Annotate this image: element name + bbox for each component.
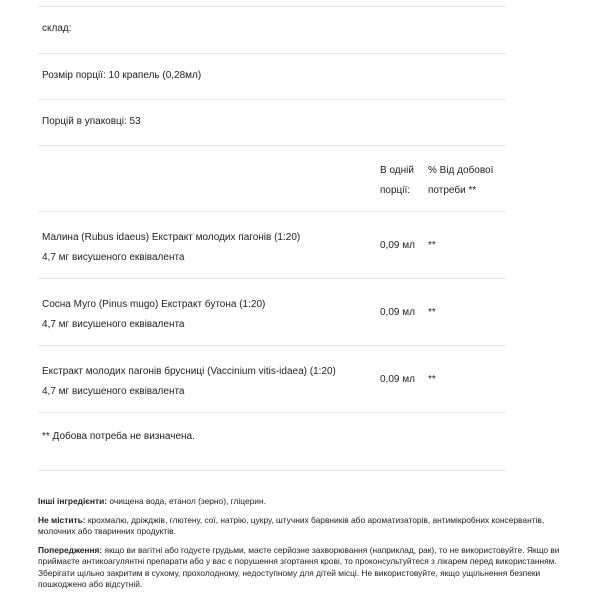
serving-size-row <box>38 54 506 100</box>
ingredient-name: Сосна Муго (Pinus mugo) Екстракт бутона (1:20) 4,7 мг висушеного еквівалента <box>42 299 266 330</box>
serving-size: Розмір порції: 10 крапель (0,28мл) <box>42 70 202 81</box>
composition-label: склад: <box>42 23 72 34</box>
daily-value-header: % Від добової потреби ** <box>428 165 494 196</box>
does-not-contain <box>38 515 568 538</box>
servings-per-container: Порцій в упаковці: 53 <box>42 116 141 127</box>
ingredient-row <box>38 212 506 279</box>
does-not-contain-text: крохмалю, дріжджів, глютену, сої, натрію, цукру, штучних барвників або ароматизаторів, антимікробних консервантів, молочних або тваринних продуктів. <box>38 514 545 536</box>
other-ingredients-text: очищена вода, етанол (зерно), гліцерин. <box>107 496 266 506</box>
servings-per-container-row <box>38 100 506 146</box>
ingredient-name: Екстракт молодих пагонів брусниці (Vaccinium vitis-idaea) (1:20) 4,7 мг висушеного еквівалента <box>42 366 336 397</box>
ingredient-row <box>38 279 506 346</box>
warning <box>38 545 568 591</box>
other-ingredients-label: Інші інгредієнти: <box>38 496 108 506</box>
composition-row <box>38 7 506 54</box>
footnote: ** Добова потреба не визначена. <box>42 431 195 442</box>
ingredient-daily-value: ** <box>428 239 436 251</box>
footnote-row <box>38 413 506 471</box>
ingredient-row <box>38 346 506 413</box>
supplement-facts-table <box>38 0 506 471</box>
warning-text: якщо ви вагітні або годуєте грудьми, маєте серйозне захворювання (наприклад, рак), то не використовуйте. Якщо ви приймаєте антикоагулянтні препарати або у вас є порушення згортання крові, то проконсультуйтеся з лікарем перед використанням. Зберігати щільно закритим в сухому, прохолодному, недоступному для дітей місці. Не використовуйте, якщо ущільнення безпеки пошкоджено або відсутній. <box>38 544 560 589</box>
other-ingredients <box>38 496 568 508</box>
ingredient-amount: 0,09 мл <box>380 306 415 318</box>
does-not-contain-label: Не містить: <box>38 514 86 525</box>
warning-label: Попередження: <box>38 544 103 555</box>
ingredient-amount: 0,09 мл <box>380 239 415 251</box>
column-header-row <box>38 146 506 212</box>
product-notes <box>38 496 568 598</box>
per-serving-header: В одній порції: <box>380 165 414 196</box>
ingredient-amount: 0,09 мл <box>380 373 415 385</box>
ingredient-daily-value: ** <box>428 306 436 318</box>
ingredient-name: Малина (Rubus idaeus) Екстракт молодих пагонів (1:20) 4,7 мг висушеного еквівалента <box>42 232 301 263</box>
ingredient-daily-value: ** <box>428 373 436 385</box>
